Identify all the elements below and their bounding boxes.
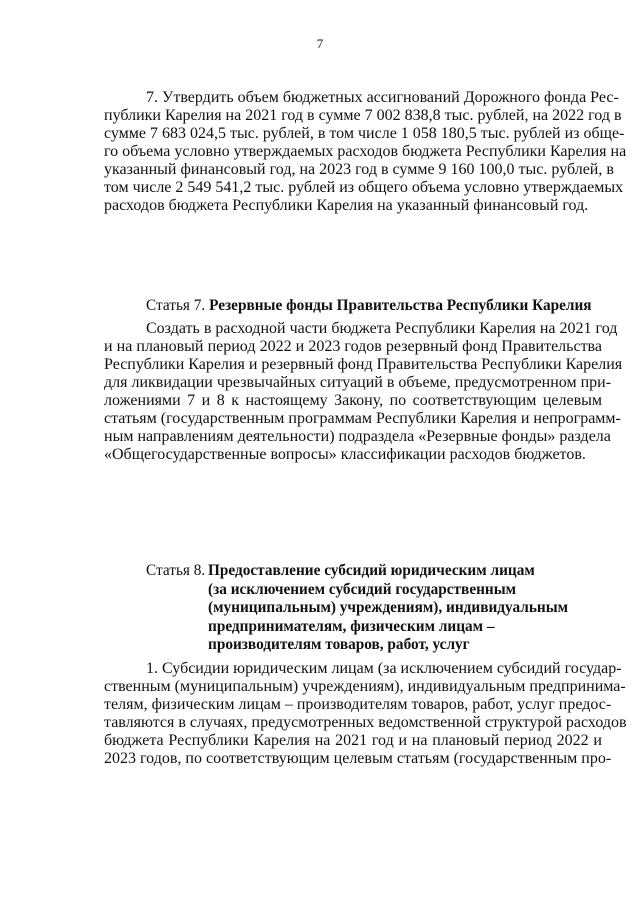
text-line: том числе 2 549 541,2 тыс. рублей из общего объема условно утверждаемых	[104, 179, 624, 196]
title-line: (муниципальным) учреждениям), индивидуальным	[208, 599, 569, 617]
article8-label: Статья 8.	[146, 562, 206, 579]
text-line: публики Карелия на 2021 год в сумме 7 002 838,8 тыс. рублей, на 2022 год в	[104, 107, 622, 124]
title-line: Предоставление субсидий юридическим лицам	[208, 562, 535, 579]
text-line: указанный финансовый год, на 2023 год в сумме 9 160 100,0 тыс. рублей, в	[104, 161, 614, 178]
text-line: телям, физическим лицам – производителям товаров, работ, услуг предос-	[104, 696, 612, 713]
text-line: Создать в расходной части бюджета Республики Карелия на 2021 год	[146, 320, 618, 337]
text-line: и на плановый период 2022 и 2023 годов резервный фонд Правительства	[104, 338, 602, 355]
text-line: 2023 годов, по соответствующим целевым статьям (государственным про-	[104, 750, 612, 767]
text-line: 7. Утвердить объем бюджетных ассигнований Дорожного фонда Рес-	[146, 89, 619, 106]
text-line: ственным (муниципальным) учреждениям), индивидуальным предпринима-	[104, 678, 626, 695]
title-line: производителям товаров, работ, услуг	[208, 636, 470, 654]
text-line: сумме 7 683 024,5 тыс. рублей, в том числе 1 058 180,5 тыс. рублей из обще-	[104, 125, 625, 142]
title-line: предпринимателям, физическим лицам –	[208, 617, 495, 635]
article7-label: Статья 7.	[146, 297, 206, 314]
article7-paragraph	[104, 320, 623, 464]
text-line: «Общегосударственные вопросы» классификации расходов бюджетов.	[104, 446, 586, 463]
page-number: 7	[316, 36, 324, 51]
article8-paragraph	[104, 660, 627, 768]
title-line: (за исключением субсидий государственным	[208, 580, 517, 598]
article7-title: Резервные фонды Правительства Республики Карелия	[209, 297, 592, 314]
text-line: Республики Карелия и резервный фонд Правительства Республики Карелия	[104, 356, 623, 373]
item7-paragraph	[104, 89, 627, 215]
article7-heading	[104, 291, 602, 320]
text-line: 1. Субсидии юридическим лицам (за исключением субсидий государ-	[146, 660, 622, 677]
text-line: ложениями 7 и 8 к настоящему Закону, по соответствующим целевым	[104, 392, 602, 409]
text-line: для ликвидации чрезвычайных ситуаций в объеме, предусмотренном при-	[104, 374, 612, 391]
text-line: бюджета Республики Карелия на 2021 год и на плановый период 2022 и	[104, 732, 602, 749]
text-line: го объема условно утверждаемых расходов бюджета Республики Карелия на	[104, 143, 627, 160]
text-line: статьям (государственным программам Республики Карелия и непрограмм-	[104, 410, 621, 427]
text-line: тавляются в случаях, предусмотренных ведомственной структурой расходов	[104, 714, 627, 731]
text-line: расходов бюджета Республики Карелия на указанный финансовый год.	[104, 197, 589, 214]
text-line: ным направлениям деятельности) подраздела «Резервные фонды» раздела	[104, 428, 611, 445]
article8-title	[208, 562, 568, 655]
